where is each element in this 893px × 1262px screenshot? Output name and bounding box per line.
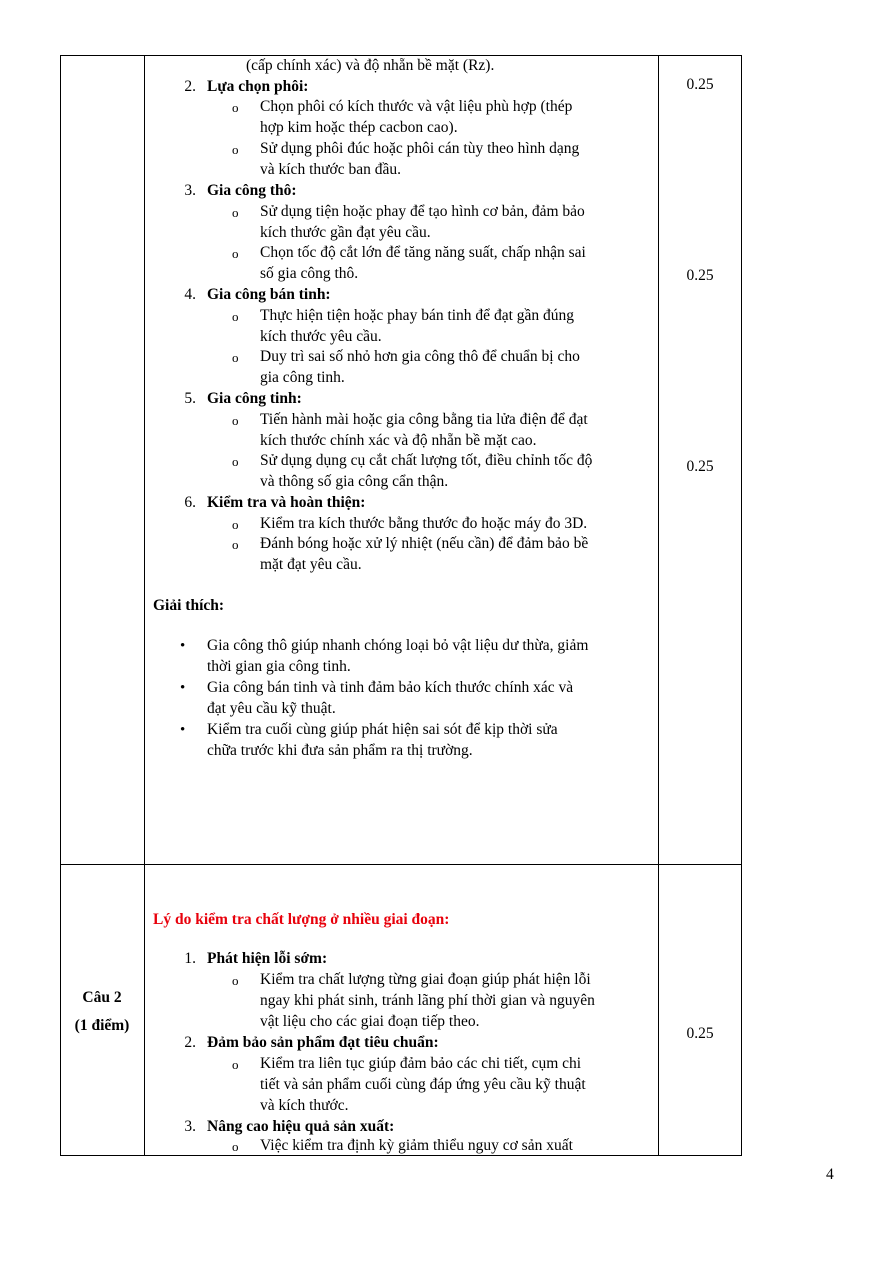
circle-bullet-icon: o [232, 246, 239, 261]
step-line: Chọn tốc độ cắt lớn để tăng năng suất, chấp nhận sai [260, 244, 586, 261]
step-title: Kiểm tra và hoàn thiện: [207, 494, 366, 511]
step-line: kích thước gần đạt yêu cầu. [260, 224, 431, 241]
step-title: Phát hiện lỗi sớm: [207, 950, 328, 967]
explain-line: Kiểm tra cuối cùng giúp phát hiện sai sót để kịp thời sửa [207, 721, 558, 738]
step-line: Thực hiện tiện hoặc phay bán tinh để đạt gần đúng [260, 307, 575, 324]
circle-bullet-icon: o [232, 973, 239, 988]
explain-line: thời gian gia công tinh. [207, 658, 351, 675]
step-title: Đảm bảo sản phẩm đạt tiêu chuẩn: [207, 1034, 439, 1051]
step-number: 3. [184, 182, 196, 199]
circle-bullet-icon: o [232, 1139, 239, 1154]
step-line: và thông số gia công cẩn thận. [260, 473, 449, 490]
step-line: mặt đạt yêu cầu. [260, 556, 362, 573]
step-line: ngay khi phát sinh, tránh lãng phí thời gian và nguyên [260, 992, 595, 1009]
circle-bullet-icon: o [232, 413, 239, 428]
step-line: Việc kiểm tra định kỳ giảm thiểu nguy cơ sản xuất [260, 1137, 573, 1154]
step-line: Sử dụng phôi đúc hoặc phôi cán tùy theo hình dạng [260, 140, 580, 157]
circle-bullet-icon: o [232, 537, 239, 552]
step-title: Nâng cao hiệu quả sản xuất: [207, 1118, 395, 1135]
step-number: 2. [184, 1034, 196, 1051]
step-line: Kiểm tra chất lượng từng giai đoạn giúp phát hiện lỗi [260, 971, 591, 988]
table-border-right [741, 55, 742, 1156]
step-title: Lựa chọn phôi: [207, 78, 309, 95]
circle-bullet-icon: o [232, 517, 239, 532]
step-line: Đánh bóng hoặc xử lý nhiệt (nếu cần) để đảm bảo bề [260, 535, 589, 552]
step-line: Duy trì sai số nhỏ hơn gia công thô để chuẩn bị cho [260, 348, 580, 365]
bullet-icon: • [180, 722, 186, 738]
table-border-bottom [60, 1155, 742, 1156]
circle-bullet-icon: o [232, 1057, 239, 1072]
score-value: 0.25 [686, 76, 714, 93]
step-line: kích thước chính xác và độ nhẵn bề mặt cao. [260, 432, 537, 449]
step-line: và kích thước ban đầu. [260, 161, 401, 178]
table-border-col1 [144, 55, 145, 1156]
circle-bullet-icon: o [232, 454, 239, 469]
explain-line: Gia công thô giúp nhanh chóng loại bỏ vật liệu dư thừa, giảm [207, 637, 589, 654]
step-number: 1. [184, 950, 196, 967]
step-title: Gia công tinh: [207, 390, 302, 407]
circle-bullet-icon: o [232, 309, 239, 324]
step-number: 2. [184, 78, 196, 95]
page-number: 4 [826, 1166, 834, 1183]
step-line: hợp kim hoặc thép cacbon cao). [260, 119, 458, 136]
bullet-icon: • [180, 638, 186, 654]
score-value: 0.25 [686, 1025, 714, 1042]
table-border-col2 [658, 55, 659, 1156]
circle-bullet-icon: o [232, 100, 239, 115]
step-number: 3. [184, 1118, 196, 1135]
step-line: Tiến hành mài hoặc gia công bằng tia lửa điện để đạt [260, 411, 588, 428]
score-value: 0.25 [686, 458, 714, 475]
bullet-icon: • [180, 680, 186, 696]
step-line: kích thước yêu cầu. [260, 328, 382, 345]
step-number: 5. [184, 390, 196, 407]
explain-line: đạt yêu cầu kỹ thuật. [207, 700, 336, 717]
explain-heading: Giải thích: [153, 597, 225, 614]
step-title: Gia công bán tinh: [207, 286, 331, 303]
step-line: Sử dụng tiện hoặc phay để tạo hình cơ bản, đảm bảo [260, 203, 585, 220]
circle-bullet-icon: o [232, 205, 239, 220]
step-line: gia công tinh. [260, 369, 345, 386]
step-line: tiết và sản phẩm cuối cùng đáp ứng yêu cầu kỹ thuật [260, 1076, 586, 1093]
step-number: 6. [184, 494, 196, 511]
step-line: và kích thước. [260, 1097, 349, 1114]
explain-line: chữa trước khi đưa sản phẩm ra thị trường. [207, 742, 473, 759]
step-number: 4. [184, 286, 196, 303]
part2-heading: Lý do kiểm tra chất lượng ở nhiều giai đoạn: [153, 911, 450, 928]
step-title: Gia công thô: [207, 182, 297, 199]
step-line: Sử dụng dụng cụ cắt chất lượng tốt, điều chỉnh tốc độ [260, 452, 593, 469]
step-line: vật liệu cho các giai đoạn tiếp theo. [260, 1013, 480, 1030]
step-line: Kiểm tra kích thước bằng thước đo hoặc máy đo 3D. [260, 515, 588, 532]
score-value: 0.25 [686, 267, 714, 284]
circle-bullet-icon: o [232, 350, 239, 365]
table-border-top [60, 55, 742, 56]
question-label: Câu 2 [82, 989, 122, 1006]
intro-line: (cấp chính xác) và độ nhẵn bề mặt (Rz). [246, 57, 495, 74]
circle-bullet-icon: o [232, 142, 239, 157]
table-row-divider [60, 864, 742, 865]
question-points: (1 điểm) [74, 1017, 130, 1034]
step-line: số gia công thô. [260, 265, 359, 282]
explain-line: Gia công bán tinh và tinh đảm bảo kích thước chính xác và [207, 679, 574, 696]
step-line: Chọn phôi có kích thước và vật liệu phù hợp (thép [260, 98, 573, 115]
step-line: Kiểm tra liên tục giúp đảm bảo các chi tiết, cụm chi [260, 1055, 582, 1072]
